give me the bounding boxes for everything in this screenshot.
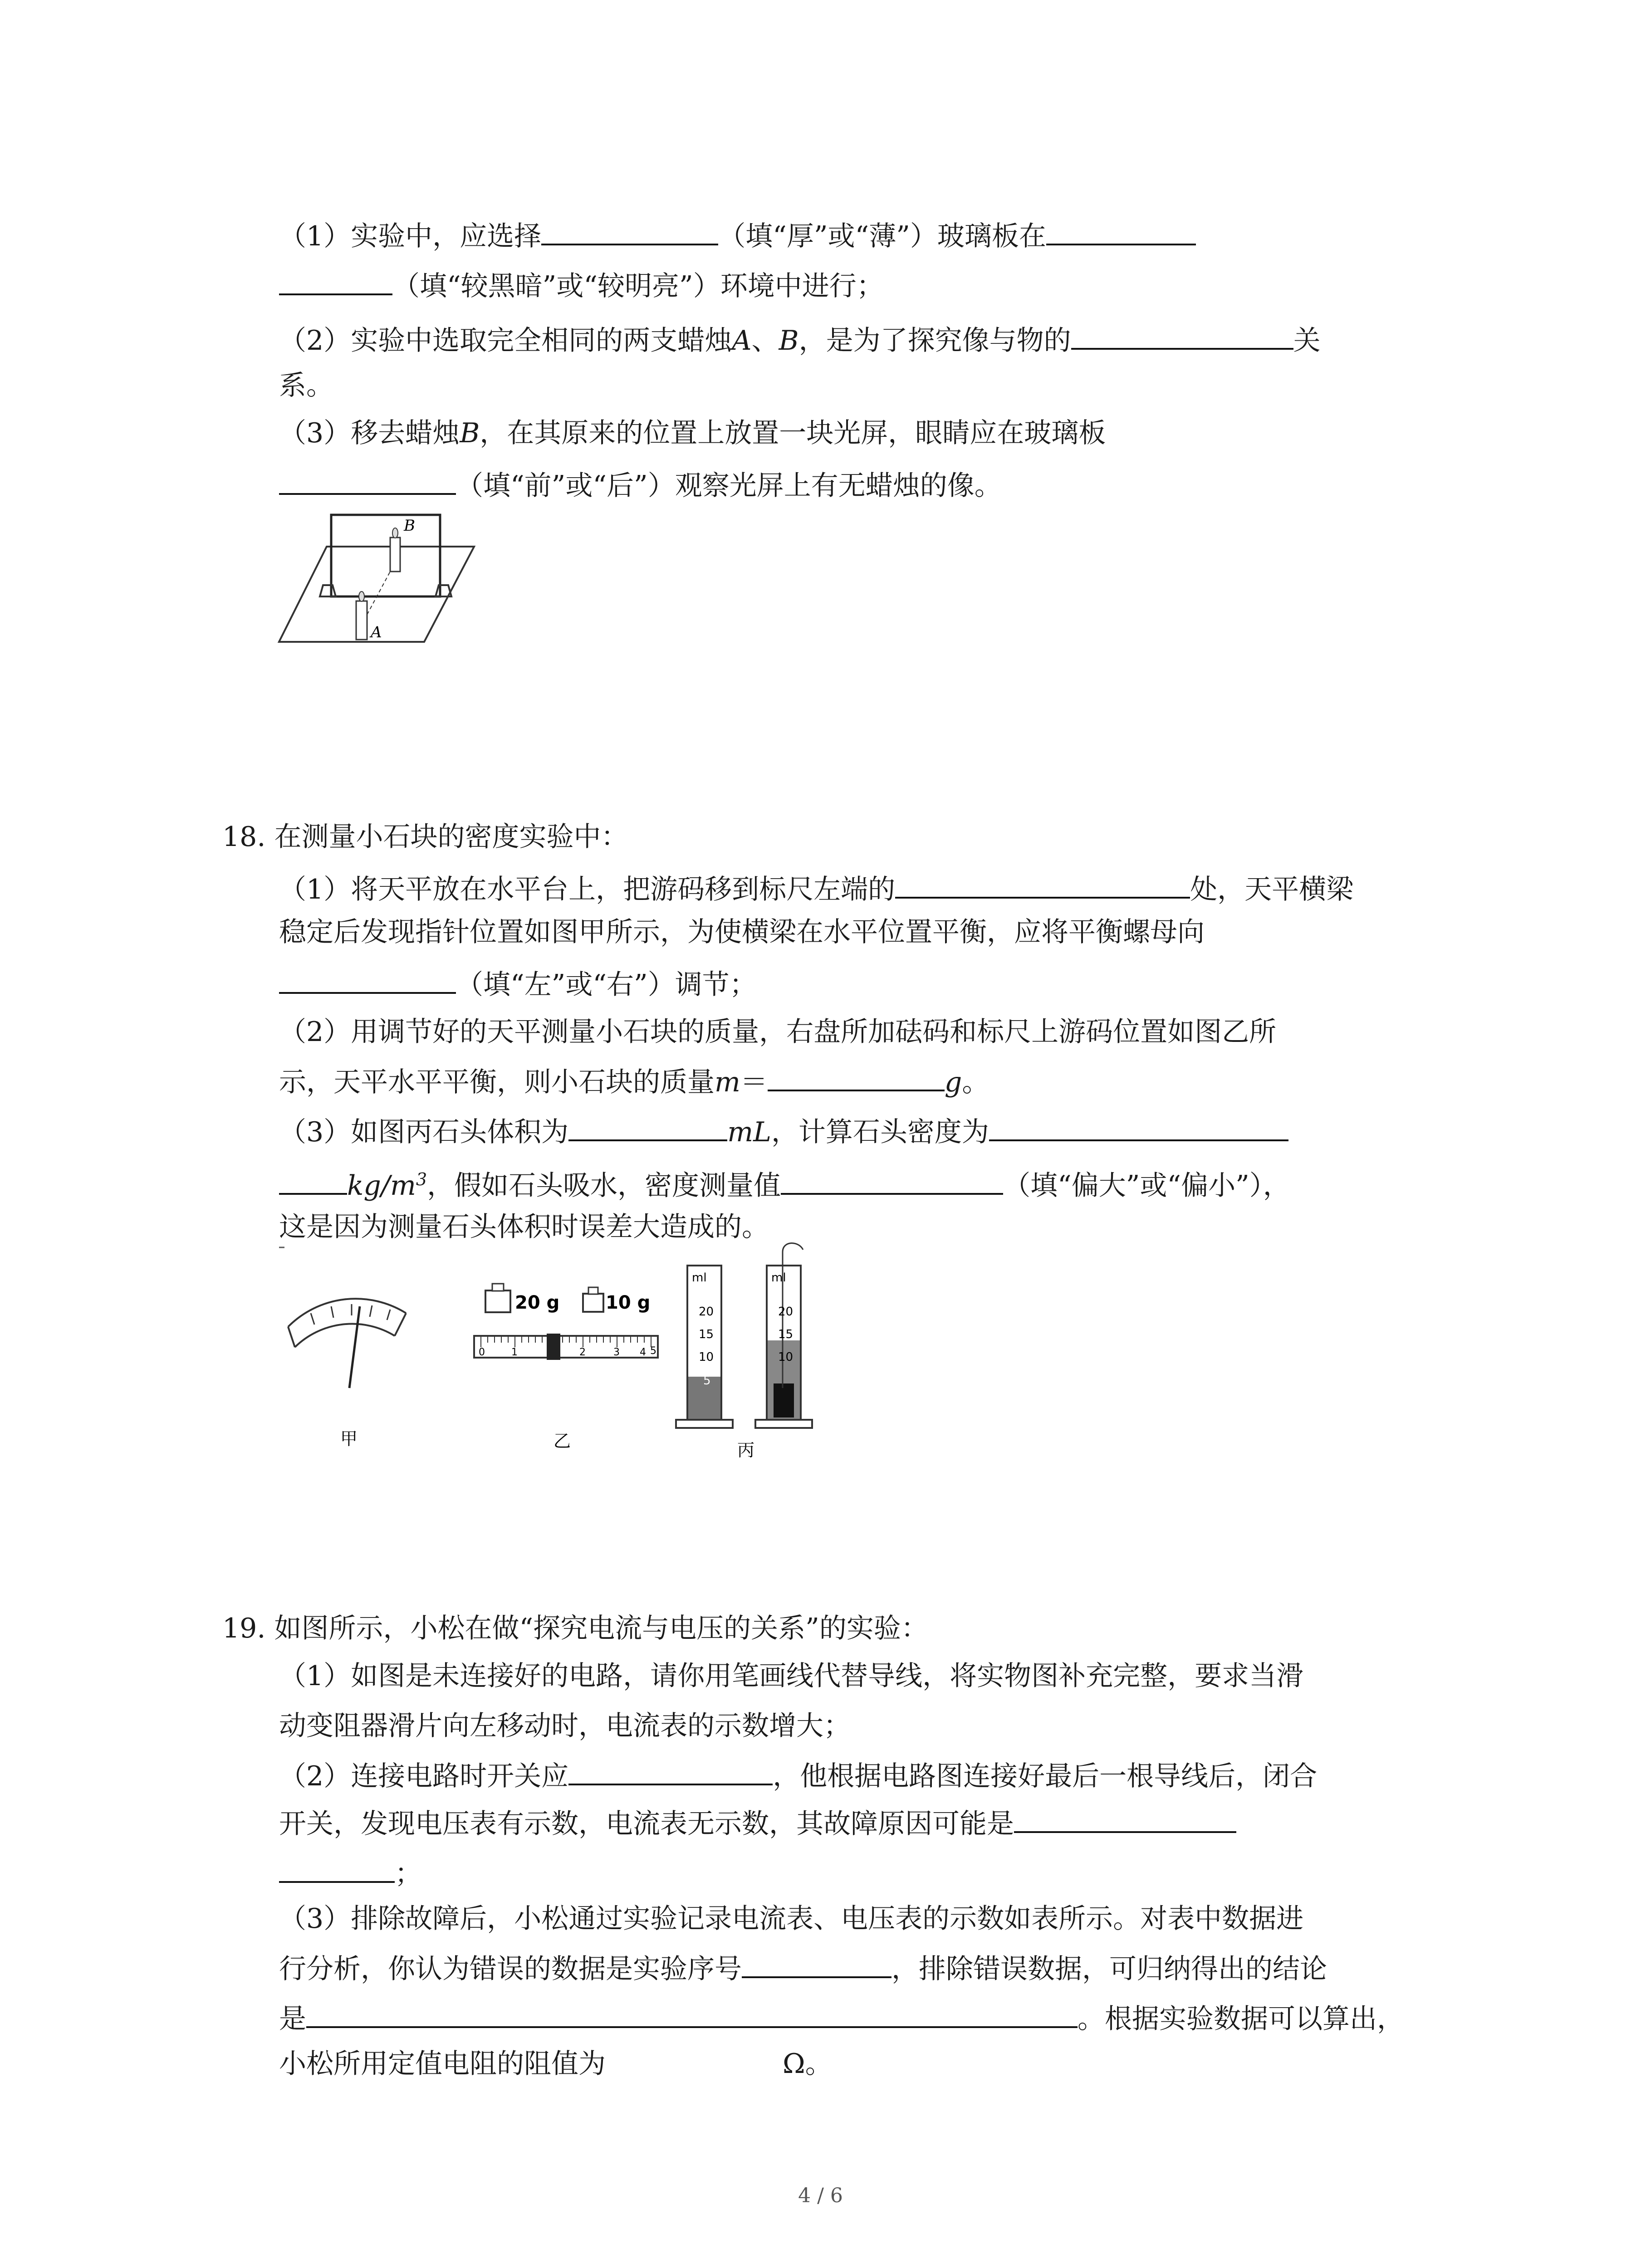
q18-part1-line1 xyxy=(279,864,1353,909)
q17-p2-text-b: ，是为了探究像与物的 xyxy=(798,325,1071,357)
candle-a xyxy=(356,601,367,640)
q17-p3-text-c: （填“前”或“后”）观察光屏上有无蜡烛的像。 xyxy=(456,470,1002,502)
density-figures xyxy=(279,1238,892,1492)
mirror-experiment-figure xyxy=(274,506,483,651)
answer-blank[interactable] xyxy=(568,1107,727,1141)
q18-p3-text-a: （3）如图丙石头体积为 xyxy=(279,1116,569,1148)
answer-blank[interactable] xyxy=(279,1160,347,1195)
gram-unit: g xyxy=(944,1066,962,1098)
weight-10g-icon xyxy=(583,1294,603,1312)
q18-part3-line2 xyxy=(279,1157,1290,1202)
answer-blank[interactable] xyxy=(279,959,456,994)
q19-part2-line1 xyxy=(279,1751,1317,1796)
q17-p2-text-c: 关 xyxy=(1293,325,1321,357)
q19-stem xyxy=(222,1606,928,1651)
cylinder-1 xyxy=(676,1266,733,1428)
q19-p2-text-c: 开关，发现电压表有示数，电流表无示数，其故障原因可能是 xyxy=(279,1808,1014,1840)
q19-part2-line2 xyxy=(279,1799,1236,1844)
stone xyxy=(774,1383,794,1418)
scale-tick-label: 5 xyxy=(650,1345,656,1357)
q18-p3-text-b: ，计算石头密度为 xyxy=(771,1116,989,1148)
answer-blank[interactable] xyxy=(1046,211,1196,245)
q18-p2-text-a: （2）用调节好的天平测量小石块的质量，右盘所加砝码和标尺上游码位置如图乙所 xyxy=(279,1016,1277,1048)
answer-blank[interactable] xyxy=(989,1107,1288,1141)
label-b: B xyxy=(404,517,415,535)
answer-blank[interactable] xyxy=(279,1848,395,1883)
scale-tick-label: 4 xyxy=(640,1347,646,1358)
page-number: 4 / 6 xyxy=(798,2184,843,2207)
q18-stem-text: 18. 在测量小石块的密度实验中： xyxy=(222,821,628,853)
separator: 、 xyxy=(751,325,779,357)
answer-blank[interactable] xyxy=(279,460,456,495)
q18-part1-line3 xyxy=(279,959,757,1005)
q17-p1-text-c: （填“较黑暗”或“较明亮”）环境中进行； xyxy=(392,270,884,302)
figure-label-jia: 甲 xyxy=(340,1429,358,1449)
answer-blank[interactable] xyxy=(742,1944,892,1978)
scale-tick-label: 0 xyxy=(479,1347,485,1358)
candle-b xyxy=(390,538,400,572)
q18-part1-line2 xyxy=(279,909,1205,955)
answer-blank[interactable] xyxy=(568,1751,773,1785)
candle-b-ref: B xyxy=(460,417,480,449)
q17-part2-line1 xyxy=(279,315,1321,361)
plate-stand-left xyxy=(320,585,336,596)
q18-p1-text-b: 处，天平横梁 xyxy=(1190,874,1354,905)
q19-part3-line3 xyxy=(279,1994,1404,2039)
q19-p3-text-g: Ω。 xyxy=(783,2048,833,2080)
q18-stem xyxy=(222,814,628,860)
density-unit-exponent: 3 xyxy=(416,1169,427,1189)
candle-a-ref: A xyxy=(732,325,752,357)
q19-p3-text-f: 小松所用定值电阻的阻值为 xyxy=(279,2048,606,2080)
q19-p3-text-b: 行分析，你认为错误的数据是实验序号 xyxy=(279,1953,742,1985)
q18-p3-text-d: （填“偏大”或“偏小”）， xyxy=(1003,1170,1290,1202)
q19-p2-text-d: ； xyxy=(395,1858,422,1890)
q19-p3-text-d: 是 xyxy=(279,2003,306,2035)
candle-b-ref: B xyxy=(779,325,799,357)
q18-part2-line2 xyxy=(279,1057,989,1102)
q17-part1-line1 xyxy=(279,211,1196,256)
cylinder-2 xyxy=(755,1243,812,1428)
q17-p3-text-a: （3）移去蜡烛 xyxy=(279,417,460,449)
q19-p1-text-b: 动变阻器滑片向左移动时，电流表的示数增大； xyxy=(279,1710,851,1742)
q19-p3-text-e: 。根据实验数据可以算出， xyxy=(1078,2003,1404,2035)
cylinder-mark: 10 xyxy=(699,1350,714,1364)
answer-blank[interactable] xyxy=(781,1160,1003,1195)
weight-20g-label: 20 g xyxy=(515,1292,560,1313)
q19-p2-text-a: （2）连接电路时开关应 xyxy=(279,1760,569,1792)
q19-stem-text: 19. 如图所示，小松在做“探究电流与电压的关系”的实验： xyxy=(222,1613,928,1644)
figure-label-bing: 丙 xyxy=(737,1440,755,1460)
answer-blank[interactable] xyxy=(279,261,392,295)
q19-p2-text-b: ，他根据电路图连接好最后一根导线后，闭合 xyxy=(773,1760,1318,1792)
q17-p2-text-a: （2）实验中选取完全相同的两支蜡烛 xyxy=(279,325,732,357)
candle-a-flame xyxy=(359,591,364,601)
equals: ＝ xyxy=(740,1066,768,1098)
q17-p1-text-a: （1）实验中，应选择 xyxy=(279,220,542,252)
q17-p1-text-b: （填“厚”或“薄”）玻璃板在 xyxy=(718,220,1046,252)
cylinder-mark: 20 xyxy=(778,1305,794,1319)
q18-p2-text-b: 示，天平水平平衡，则小石块的质量 xyxy=(279,1066,715,1098)
answer-blank[interactable] xyxy=(895,864,1190,899)
answer-blank[interactable] xyxy=(1071,315,1293,350)
weight-20g-icon xyxy=(485,1290,510,1312)
q19-part3-line2 xyxy=(279,1944,1327,1989)
q19-part2-line3 xyxy=(279,1848,422,1894)
q17-p3-text-b: ，在其原来的位置上放置一块光屏，眼睛应在玻璃板 xyxy=(480,417,1106,449)
cylinder-unit-label: ml xyxy=(771,1271,786,1285)
q17-p2-text-d: 系。 xyxy=(279,370,333,401)
q19-p3-text-a: （3）排除故障后，小松通过实验记录电流表、电压表的示数如表所示。对表中数据进 xyxy=(279,1903,1304,1935)
cylinder-unit-label: ml xyxy=(692,1271,707,1285)
mass-symbol: m xyxy=(715,1066,740,1098)
cylinder-mark: 20 xyxy=(699,1305,714,1319)
scale-tick-label: 3 xyxy=(613,1347,620,1358)
q19-part1-line2 xyxy=(279,1703,851,1749)
period: 。 xyxy=(962,1066,989,1098)
weight-10g-label: 10 g xyxy=(606,1292,651,1313)
q19-p1-text-a: （1）如图是未连接好的电路，请你用笔画线代替导线，将实物图补充完整，要求当滑 xyxy=(279,1660,1304,1692)
q18-p1-text-c: 稳定后发现指针位置如图甲所示，为使横梁在水平位置平衡，应将平衡螺母向 xyxy=(279,916,1205,948)
pointer-dial xyxy=(288,1299,406,1388)
q18-p1-text-d: （填“左”或“右”）调节； xyxy=(456,969,757,1001)
rider-slider xyxy=(547,1334,560,1360)
answer-blank[interactable] xyxy=(768,1057,945,1091)
cylinder-mark: 15 xyxy=(699,1328,714,1341)
cylinder-mark: 15 xyxy=(778,1328,794,1341)
q18-part3-line1 xyxy=(279,1107,1288,1152)
q18-figures xyxy=(279,1238,892,1492)
q17-part3-line1 xyxy=(279,411,1106,456)
weights-and-scale xyxy=(474,1284,658,1360)
pointer-needle xyxy=(349,1306,360,1388)
q19-part3-line1 xyxy=(279,1896,1303,1941)
figure-label-yi: 乙 xyxy=(554,1431,571,1451)
q17-part2-line2 xyxy=(279,363,333,408)
q18-p3-text-e: 这是因为测量石头体积时误差大造成的。 xyxy=(279,1211,769,1243)
q17-part1-line2 xyxy=(279,261,884,306)
q18-part2-line1 xyxy=(279,1009,1276,1055)
candle-b-flame xyxy=(392,528,398,538)
q17-part3-line2 xyxy=(279,460,1002,506)
q19-p3-text-c: ，排除错误数据，可归纳得出的结论 xyxy=(892,1953,1327,1985)
label-a: A xyxy=(371,623,382,641)
q18-p1-text-a: （1）将天平放在水平台上，把游码移到标尺左端的 xyxy=(279,874,896,905)
ml-unit: mL xyxy=(727,1116,771,1148)
cylinder-mark: 5 xyxy=(703,1374,711,1388)
glass-plate xyxy=(331,515,440,596)
answer-blank[interactable] xyxy=(1014,1799,1236,1833)
answer-blank[interactable] xyxy=(306,1994,1078,2028)
q19-part1-line1 xyxy=(279,1653,1303,1699)
density-unit: kg/m xyxy=(347,1170,416,1202)
q18-p3-text-c: ，假如石头吸水，密度测量值 xyxy=(427,1170,781,1202)
q19-part3-line4 xyxy=(279,2041,833,2087)
answer-blank[interactable] xyxy=(541,211,718,245)
cylinder-mark: 10 xyxy=(778,1350,794,1364)
scale-tick-label: 2 xyxy=(579,1347,586,1358)
dashed-line xyxy=(367,572,390,615)
scale-tick-label: 1 xyxy=(511,1347,518,1358)
